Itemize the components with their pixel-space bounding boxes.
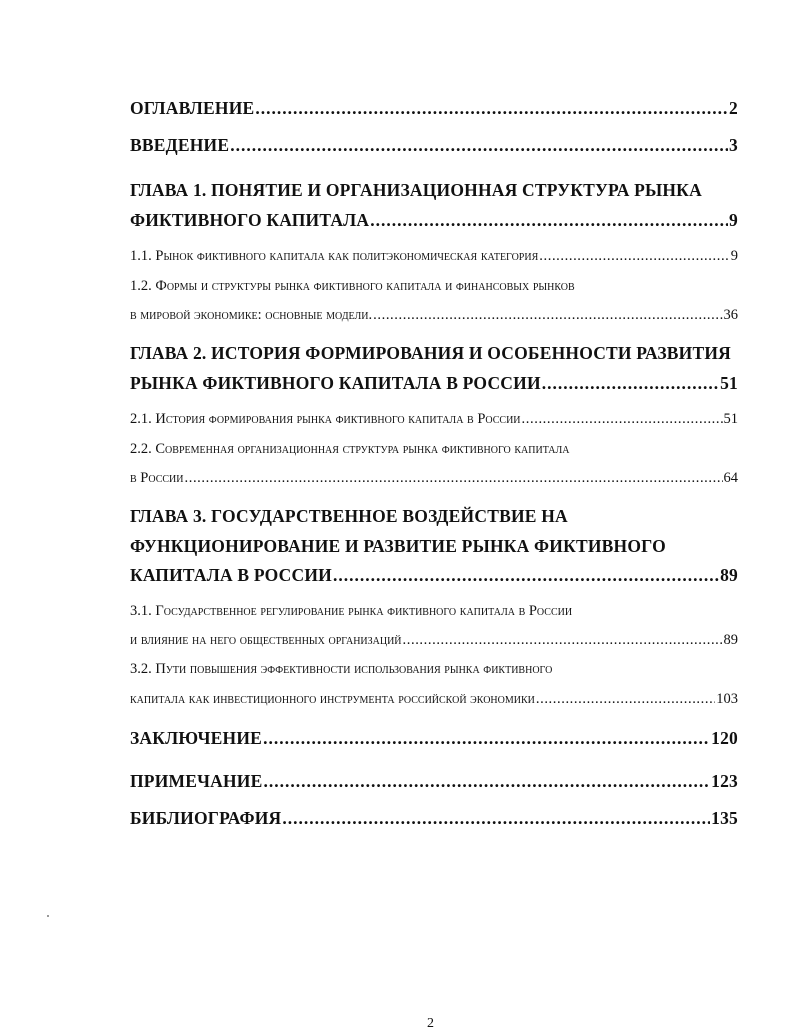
toc-entry-title: ЗАКЛЮЧЕНИЕ [130, 728, 263, 748]
toc-entry-page: 2 [729, 98, 738, 118]
toc-entry-chapter-1 [130, 210, 738, 231]
dot-leader [333, 565, 719, 586]
toc-section-2-2-line-1: 2.2. Современная организационная структура рынка фиктивного капитала [130, 441, 570, 457]
dot-leader [539, 248, 729, 265]
toc-entry-title: ПРИМЕЧАНИЕ [130, 771, 263, 791]
toc-entry-page: 9 [729, 210, 738, 230]
toc-entry-notes [130, 771, 738, 792]
toc-chapter-3-line-1: ГЛАВА 3. ГОСУДАРСТВЕННОЕ ВОЗДЕЙСТВИЕ НА [130, 506, 568, 526]
toc-entry-section-2-2 [130, 470, 738, 487]
toc-entry-page: 120 [711, 728, 738, 748]
toc-entry-page: 51 [720, 373, 738, 393]
toc-entry-page: 9 [730, 248, 738, 264]
dot-leader [403, 632, 723, 649]
dot-leader [185, 470, 723, 487]
scan-speck [47, 915, 49, 917]
toc-chapter-2-line-1: ГЛАВА 2. ИСТОРИЯ ФОРМИРОВАНИЯ И ОСОБЕННОСТИ РАЗВИТИЯ [130, 343, 732, 363]
dot-leader [522, 411, 723, 428]
page-number: 2 [427, 1016, 434, 1031]
dot-leader [263, 728, 710, 749]
dot-leader [263, 771, 710, 792]
toc-entry-bibliography [130, 808, 738, 829]
toc-entry-chapter-3 [130, 565, 738, 586]
toc-entry-introduction [130, 135, 738, 156]
toc-entry-page: 103 [716, 691, 738, 707]
toc-entry-page: 64 [723, 470, 738, 486]
toc-entry-title: БИБЛИОГРАФИЯ [130, 808, 282, 828]
toc-entry-section-2-1 [130, 411, 738, 428]
toc-entry-section-1-2 [130, 307, 738, 324]
toc-entry-title: ВВЕДЕНИЕ [130, 135, 230, 155]
dot-leader [282, 808, 710, 829]
toc-entry-page: 51 [723, 411, 738, 427]
toc-entry-title: капитала как инвестиционного инструмента российской экономики [130, 691, 535, 707]
toc-entry-chapter-2 [130, 373, 738, 394]
dot-leader [536, 691, 715, 708]
toc-entry-contents [130, 98, 738, 119]
toc-entry-title: и влияние на него общественных организаций [130, 632, 402, 648]
dot-leader [230, 135, 728, 156]
dot-leader [542, 373, 719, 394]
toc-entry-page: 123 [711, 771, 738, 791]
toc-entry-page: 36 [723, 307, 738, 323]
toc-section-3-2-line-1: 3.2. Пути повышения эффективности использования рынка фиктивного [130, 661, 553, 677]
toc-entry-section-1-1 [130, 248, 738, 265]
toc-entry-section-3-2 [130, 691, 738, 708]
toc-entry-title: ОГЛАВЛЕНИЕ [130, 98, 255, 118]
toc-chapter-1-line-1: ГЛАВА 1. ПОНЯТИЕ И ОРГАНИЗАЦИОННАЯ СТРУКТУРА РЫНКА [130, 180, 702, 200]
toc-entry-title: в мировой экономике: основные модели. [130, 307, 373, 323]
toc-entry-title: 1.1. Рынок фиктивного капитала как политэкономическая категория [130, 248, 539, 264]
dot-leader [373, 307, 722, 324]
toc-entry-page: 135 [711, 808, 738, 828]
toc-entry-title: ФИКТИВНОГО КАПИТАЛА [130, 210, 370, 230]
toc-entry-title: РЫНКА ФИКТИВНОГО КАПИТАЛА В РОССИИ [130, 373, 541, 393]
toc-chapter-3-line-2: ФУНКЦИОНИРОВАНИЕ И РАЗВИТИЕ РЫНКА ФИКТИВНОГО [130, 536, 666, 556]
toc-section-3-1-line-1: 3.1. Государственное регулирование рынка фиктивного капитала в России [130, 603, 573, 619]
toc-entry-page: 89 [720, 565, 738, 585]
dot-leader [370, 210, 728, 231]
toc-entry-section-3-1 [130, 632, 738, 649]
toc-entry-page: 89 [723, 632, 738, 648]
toc-entry-title: КАПИТАЛА В РОССИИ [130, 565, 332, 585]
toc-entry-conclusion [130, 728, 738, 749]
toc-section-1-2-line-1: 1.2. Формы и структуры рынка фиктивного капитала и финансовых рынков [130, 278, 575, 294]
toc-entry-page: 3 [729, 135, 738, 155]
toc-entry-title: 2.1. История формирования рынка фиктивного капитала в России [130, 411, 521, 427]
dot-leader [255, 98, 728, 119]
toc-entry-title: в России [130, 470, 184, 486]
